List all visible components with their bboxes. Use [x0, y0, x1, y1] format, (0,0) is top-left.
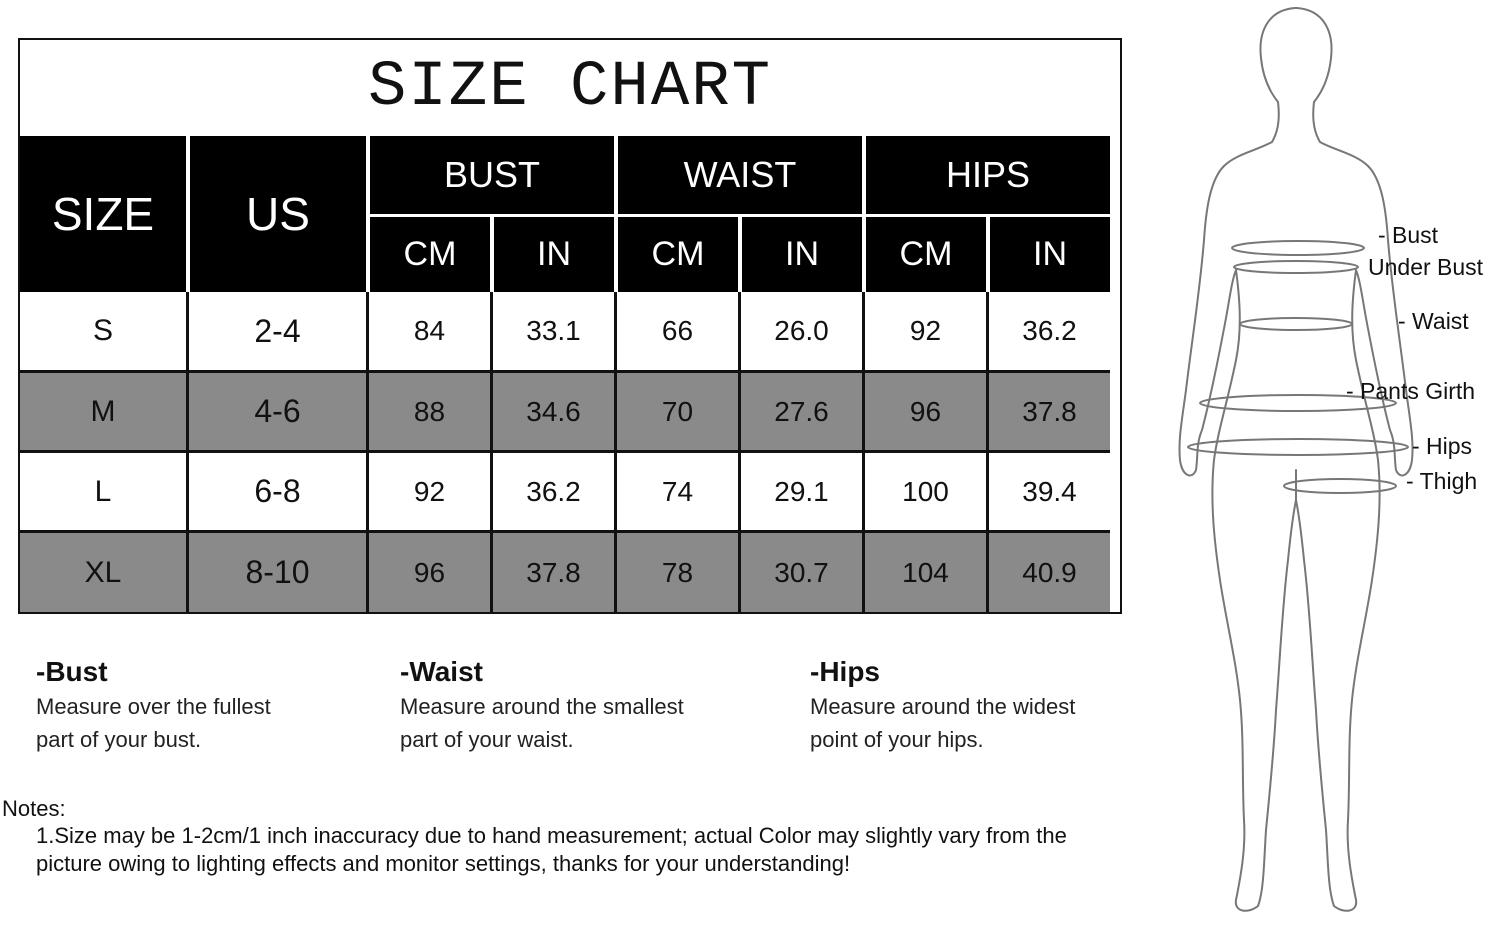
cell-l-hips-in: 39.4	[986, 450, 1110, 530]
measure-hips-line2: point of your hips.	[810, 727, 984, 752]
header-waist-in: IN	[738, 214, 862, 292]
cell-s-hips-in: 36.2	[986, 292, 1110, 370]
measure-bust-line2: part of your bust.	[36, 727, 202, 752]
row-size-l: L	[20, 450, 186, 530]
measure-waist-line2: part of your waist.	[400, 727, 574, 752]
measure-waist-heading: -Waist	[400, 656, 483, 687]
cell-m-waist-in: 27.6	[738, 370, 862, 450]
figure-label-thigh: - Thigh	[1406, 468, 1478, 494]
row-us-l: 6-8	[186, 450, 366, 530]
figure-label-under-bust: Under Bust	[1368, 254, 1484, 280]
cell-xl-hips-in: 40.9	[986, 530, 1110, 612]
size-table-grid	[20, 136, 1120, 612]
cell-xl-waist-in: 30.7	[738, 530, 862, 612]
cell-s-hips-cm: 92	[862, 292, 986, 370]
chart-title: SIZE CHART	[367, 52, 773, 124]
header-us: US	[186, 136, 366, 292]
notes-line2: picture owing to lighting effects and monitor settings, thanks for your understanding!	[36, 851, 851, 876]
cell-m-bust-cm: 88	[366, 370, 490, 450]
cell-l-hips-cm: 100	[862, 450, 986, 530]
cell-xl-waist-cm: 78	[614, 530, 738, 612]
measure-hips	[810, 656, 1075, 756]
row-us-s: 2-4	[186, 292, 366, 370]
notes-heading: Notes:	[2, 796, 66, 821]
header-hips-cm: CM	[862, 214, 986, 292]
measure-waist-line1: Measure around the smallest	[400, 694, 684, 719]
header-bust-cm: CM	[366, 214, 490, 292]
row-size-s: S	[20, 292, 186, 370]
measure-hips-heading: -Hips	[810, 656, 880, 687]
cell-m-hips-cm: 96	[862, 370, 986, 450]
row-size-xl: XL	[20, 530, 186, 612]
figure-label-pants-girth: - Pants Girth	[1346, 378, 1476, 404]
header-waist-cm: CM	[614, 214, 738, 292]
cell-m-waist-cm: 70	[614, 370, 738, 450]
figure-label-waist: - Waist	[1398, 308, 1469, 334]
cell-l-bust-cm: 92	[366, 450, 490, 530]
cell-xl-hips-cm: 104	[862, 530, 986, 612]
cell-xl-bust-in: 37.8	[490, 530, 614, 612]
measure-bust-line1: Measure over the fullest	[36, 694, 271, 719]
header-hips: HIPS	[862, 136, 1110, 214]
cell-l-bust-in: 36.2	[490, 450, 614, 530]
cell-xl-bust-cm: 96	[366, 530, 490, 612]
row-size-m: M	[20, 370, 186, 450]
header-bust-in: IN	[490, 214, 614, 292]
header-size: SIZE	[20, 136, 186, 292]
cell-l-waist-cm: 74	[614, 450, 738, 530]
cell-m-bust-in: 34.6	[490, 370, 614, 450]
measure-hips-line1: Measure around the widest	[810, 694, 1076, 719]
measure-bust-heading: -Bust	[36, 656, 108, 687]
cell-s-waist-cm: 66	[614, 292, 738, 370]
figure-label-hips: - Hips	[1412, 433, 1473, 459]
size-chart-table	[18, 38, 1122, 614]
header-waist: WAIST	[614, 136, 862, 214]
row-us-xl: 8-10	[186, 530, 366, 612]
figure-label-bust: - Bust	[1378, 222, 1439, 248]
cell-s-waist-in: 26.0	[738, 292, 862, 370]
cell-s-bust-in: 33.1	[490, 292, 614, 370]
body-measurement-figure	[1140, 0, 1500, 923]
measure-bust	[36, 656, 271, 756]
header-hips-in: IN	[986, 214, 1110, 292]
header-bust: BUST	[366, 136, 614, 214]
cell-s-bust-cm: 84	[366, 292, 490, 370]
notes-line1: 1.Size may be 1-2cm/1 inch inaccuracy due to hand measurement; actual Color may slightly vary from the	[36, 823, 1067, 848]
body-outline-illustration	[1140, 0, 1500, 923]
row-us-m: 4-6	[186, 370, 366, 450]
cell-m-hips-in: 37.8	[986, 370, 1110, 450]
measure-waist	[400, 656, 684, 756]
notes-section	[2, 796, 1182, 878]
cell-l-waist-in: 29.1	[738, 450, 862, 530]
